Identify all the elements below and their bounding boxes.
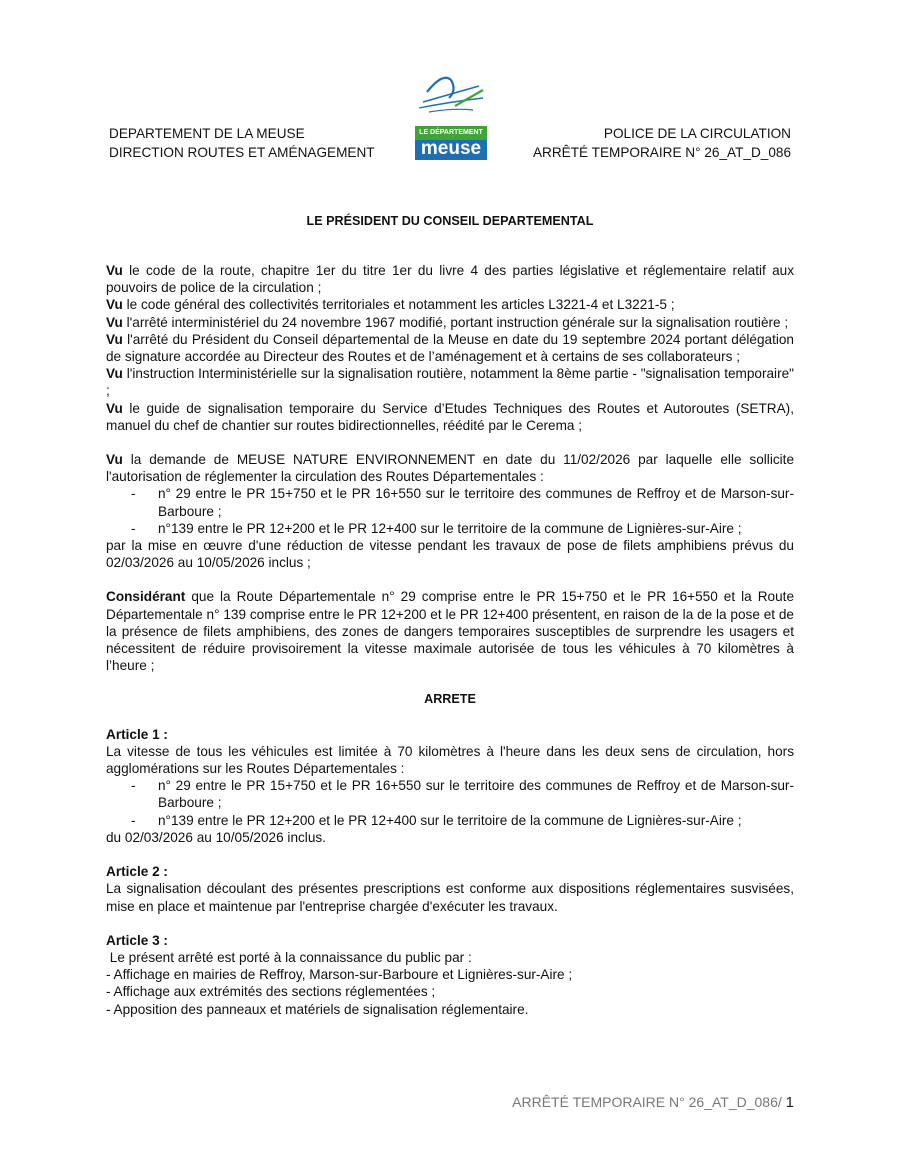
- vu-text: l'arrêté du Président du Conseil départemental de la Meuse en date du 19 septembre 2024 portant délégation de signature accordée au Directeur des Routes et de l’aménagement et à certains de ses collaborateurs ;: [106, 331, 794, 365]
- demande-prefix: Vu: [106, 452, 123, 468]
- meuse-logo: [413, 72, 489, 160]
- demande-clause: [106, 451, 794, 485]
- document-body: [106, 262, 794, 1018]
- article-2-text: La signalisation découlant des présentes prescriptions est conforme aux dispositions réglementaires susvisées, mise en place et maintenue par l'entreprise chargée d'exécuter les travaux.: [106, 881, 794, 914]
- list-item-text: n°139 entre le PR 12+200 et le PR 12+400 sur le territoire de la commune de Lignières-sur-Aire ;: [158, 812, 742, 828]
- page-number: 1: [785, 1094, 794, 1111]
- demande-text: la demande de MEUSE NATURE ENVIRONNEMENT en date du 11/02/2026 par laquelle elle sollicite l'autorisation de réglementer la circulation des Routes Départementales :: [106, 452, 794, 485]
- logo-big-text: meuse: [420, 138, 482, 159]
- vu-text: l'instruction Interministérielle sur la signalisation routière, notamment la 8ème partie - "signalisation temporaire" ;: [106, 366, 794, 399]
- header-left: [109, 124, 375, 162]
- direction-name: DIRECTION ROUTES ET AMÉNAGEMENT: [109, 145, 375, 160]
- list-item: - n°139 entre le PR 12+200 et le PR 12+400 sur le territoire de la commune de Lignières-sur-Aire ;: [131, 812, 742, 828]
- vu-text: le guide de signalisation temporaire du Service d’Etudes Techniques des Routes et Autoroutes (SETRA), manuel du chef de chantier sur routes bidirectionnelles, réédité par le Cerema ;: [106, 400, 794, 433]
- article-1-text: La vitesse de tous les véhicules est limitée à 70 kilomètres à l'heure dans les deux sens de circulation, hors agglomérations sur les Routes Départementales :: [106, 743, 794, 777]
- arrete-heading: ARRETE: [424, 692, 476, 707]
- vu-clause: [106, 331, 794, 365]
- vu-clause: [106, 365, 794, 399]
- list-item-text: n°139 entre le PR 12+200 et le PR 12+400 sur le territoire de la commune de Lignières-sur-Aire ;: [158, 520, 742, 536]
- document-title: LE PRÉSIDENT DU CONSEIL DEPARTEMENTAL: [306, 214, 594, 228]
- vu-prefix: Vu: [106, 366, 123, 382]
- police-label: POLICE DE LA CIRCULATION: [603, 126, 791, 141]
- vu-text: l'arrêté interministériel du 24 novembre 1967 modifié, portant instruction générale sur la signalisation routière ;: [122, 314, 789, 330]
- footer-ref: ARRÊTÉ TEMPORAIRE N° 26_AT_D_086/: [512, 1094, 786, 1110]
- list-item: - n° 29 entre le PR 15+750 et le PR 16+550 sur le territoire des communes de Reffroy et de Marson-sur-Barboure ;: [131, 486, 794, 519]
- list-item: - n° 29 entre le PR 15+750 et le PR 16+550 sur le territoire des communes de Reffroy et de Marson-sur-Barboure ;: [131, 778, 794, 811]
- arrete-number: ARRÊTÉ TEMPORAIRE N° 26_AT_D_086: [532, 145, 791, 160]
- article-3-line: - Affichage en mairies de Reffroy, Marson-sur-Barboure et Lignières-sur-Aire ;: [106, 967, 573, 983]
- vu-clause: [106, 262, 794, 296]
- article-1-title: Article 1 :: [106, 726, 168, 742]
- logo-small-text: LE DÉPARTEMENT: [419, 129, 483, 136]
- considerant-prefix: Considérant: [106, 589, 186, 605]
- vu-clause: [106, 314, 794, 331]
- article-3-title: Article 3 :: [106, 932, 168, 948]
- considerant-text: que la Route Départementale n° 29 comprise entre le PR 15+750 et le PR 16+550 et la Route Départementale n° 139 comprise entre le PR 12+200 et le PR 12+400 présentent, en raison de la de la pose et de la présence de filets amphibiens, des zones de dangers temporaires susceptibles de surprendre les usagers et nécessitent de réduire provisoirement la vitesse maximale autorisée de tous les véhicules à 70 kilomètres à l’heure ;: [106, 589, 794, 674]
- vu-prefix: Vu: [106, 314, 123, 330]
- list-item: - n°139 entre le PR 12+200 et le PR 12+400 sur le territoire de la commune de Lignières-sur-Aire ;: [131, 520, 742, 536]
- vu-prefix: Vu: [106, 400, 123, 416]
- department-name: DEPARTEMENT DE LA MEUSE: [109, 126, 305, 141]
- article-3-line: - Affichage aux extrémités des sections réglementées ;: [106, 984, 436, 1000]
- article-1-suffix: du 02/03/2026 au 10/05/2026 inclus.: [106, 829, 326, 845]
- list-item-text: n° 29 entre le PR 15+750 et le PR 16+550 sur le territoire des communes de Reffroy et de Marson-sur-Barboure ;: [158, 486, 794, 519]
- article-3-intro: Le présent arrêté est porté à la connaissance du public par :: [106, 949, 472, 965]
- vu-prefix: Vu: [106, 297, 123, 313]
- vu-clause: [106, 296, 794, 313]
- demande-suffix: par la mise en œuvre d'une réduction de vitesse pendant les travaux de pose de filets amphibiens prévus du 02/03/2026 au 10/05/2026 inclus ;: [106, 538, 794, 571]
- vu-prefix: Vu: [106, 263, 123, 278]
- vu-text: le code général des collectivités territoriales et notamment les articles L3221-4 et L3221-5 ;: [122, 297, 675, 313]
- article-3-line: - Apposition des panneaux et matériels de signalisation réglementaire.: [106, 1001, 529, 1017]
- vu-clause: [106, 400, 794, 434]
- page-footer: [512, 1094, 794, 1111]
- vu-text: le code de la route, chapitre 1er du titre 1er du livre 4 des parties législative et réglementaire relatif aux pouvoirs de police de la circulation ;: [106, 263, 794, 296]
- vu-prefix: Vu: [106, 331, 123, 347]
- considerant-clause: [106, 588, 794, 674]
- header-right: [533, 124, 791, 162]
- list-item-text: n° 29 entre le PR 15+750 et le PR 16+550 sur le territoire des communes de Reffroy et de Marson-sur-Barboure ;: [158, 778, 794, 811]
- article-2-title: Article 2 :: [106, 864, 168, 880]
